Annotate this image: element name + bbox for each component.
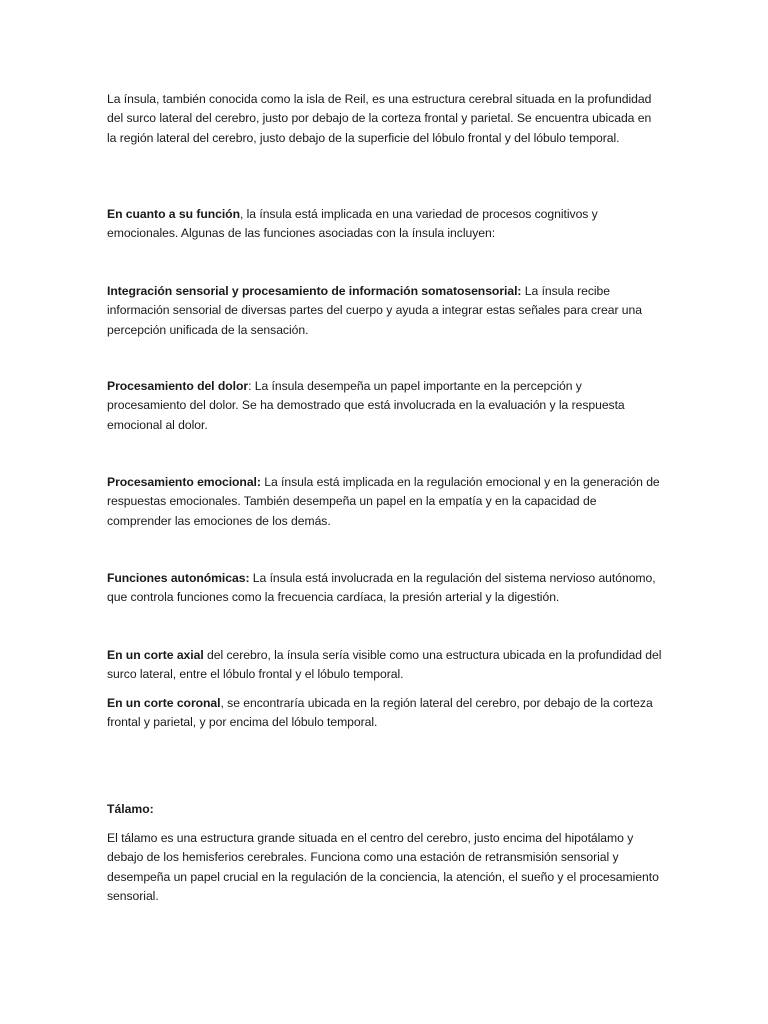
coronal-paragraph [107,694,663,733]
autonomic-lead: Funciones autonómicas: [107,571,250,585]
sensory-text: La ínsula recibe información sensorial de diversas partes del cuerpo y ayuda a integrar estas señales para crear una percepción unificada de la sensación. [107,284,642,337]
emotional-paragraph [107,473,663,531]
function-lead: En cuanto a su función [107,207,240,221]
emotional-text: La ínsula está implicada en la regulación emocional y en la generación de respuestas emocionales. También desempeña un papel en la empatía y en la capacidad de comprender las emociones de los demás. [107,475,660,528]
autonomic-paragraph [107,569,663,608]
pain-paragraph [107,377,663,435]
function-text: , la ínsula está implicada en una variedad de procesos cognitivos y emocionales. Algunas de las funciones asociadas con la ínsula incluyen: [107,207,598,241]
axial-text: del cerebro, la ínsula sería visible como una estructura ubicada en la profundidad del surco lateral, entre el lóbulo frontal y el lóbulo temporal. [107,648,662,682]
coronal-text: , se encontraría ubicada en la región lateral del cerebro, por debajo de la corteza frontal y parietal, y por encima del lóbulo temporal. [107,696,653,730]
intro-paragraph [107,90,663,148]
thalamus-text: El tálamo es una estructura grande situada en el centro del cerebro, justo encima del hipotálamo y debajo de los hemisferios cerebrales. Funciona como una estación de retransmisión sensorial y desempeña un papel crucial en la regulación de la conciencia, la atención, el sueño y el procesamiento sensorial. [107,831,659,904]
function-paragraph [107,205,663,244]
autonomic-text: La ínsula está involucrada en la regulación del sistema nervioso autónomo, que controla funciones como la frecuencia cardíaca, la presión arterial y la digestión. [107,571,656,605]
thalamus-paragraph [107,829,663,907]
axial-paragraph [107,646,663,685]
axial-lead: En un corte axial [107,648,204,662]
pain-lead: Procesamiento del dolor [107,379,249,393]
sensory-paragraph [107,282,663,340]
intro-text: La ínsula, también conocida como la isla de Reil, es una estructura cerebral situada en la profundidad del surco lateral del cerebro, justo por debajo de la corteza frontal y parietal. Se encuentra ubicada en la región lateral del cerebro, justo debajo de la superficie del lóbulo frontal y del lóbulo temporal. [107,92,652,145]
emotional-lead: Procesamiento emocional: [107,475,261,489]
coronal-lead: En un corte coronal [107,696,221,710]
sensory-lead: Integración sensorial y procesamiento de información somatosensorial: [107,284,522,298]
pain-text: : La ínsula desempeña un papel importante en la percepción y procesamiento del dolor. Se ha demostrado que está involucrada en la evaluación y la respuesta emocional al dolor. [107,379,625,432]
thalamus-heading: Tálamo: [107,802,154,816]
